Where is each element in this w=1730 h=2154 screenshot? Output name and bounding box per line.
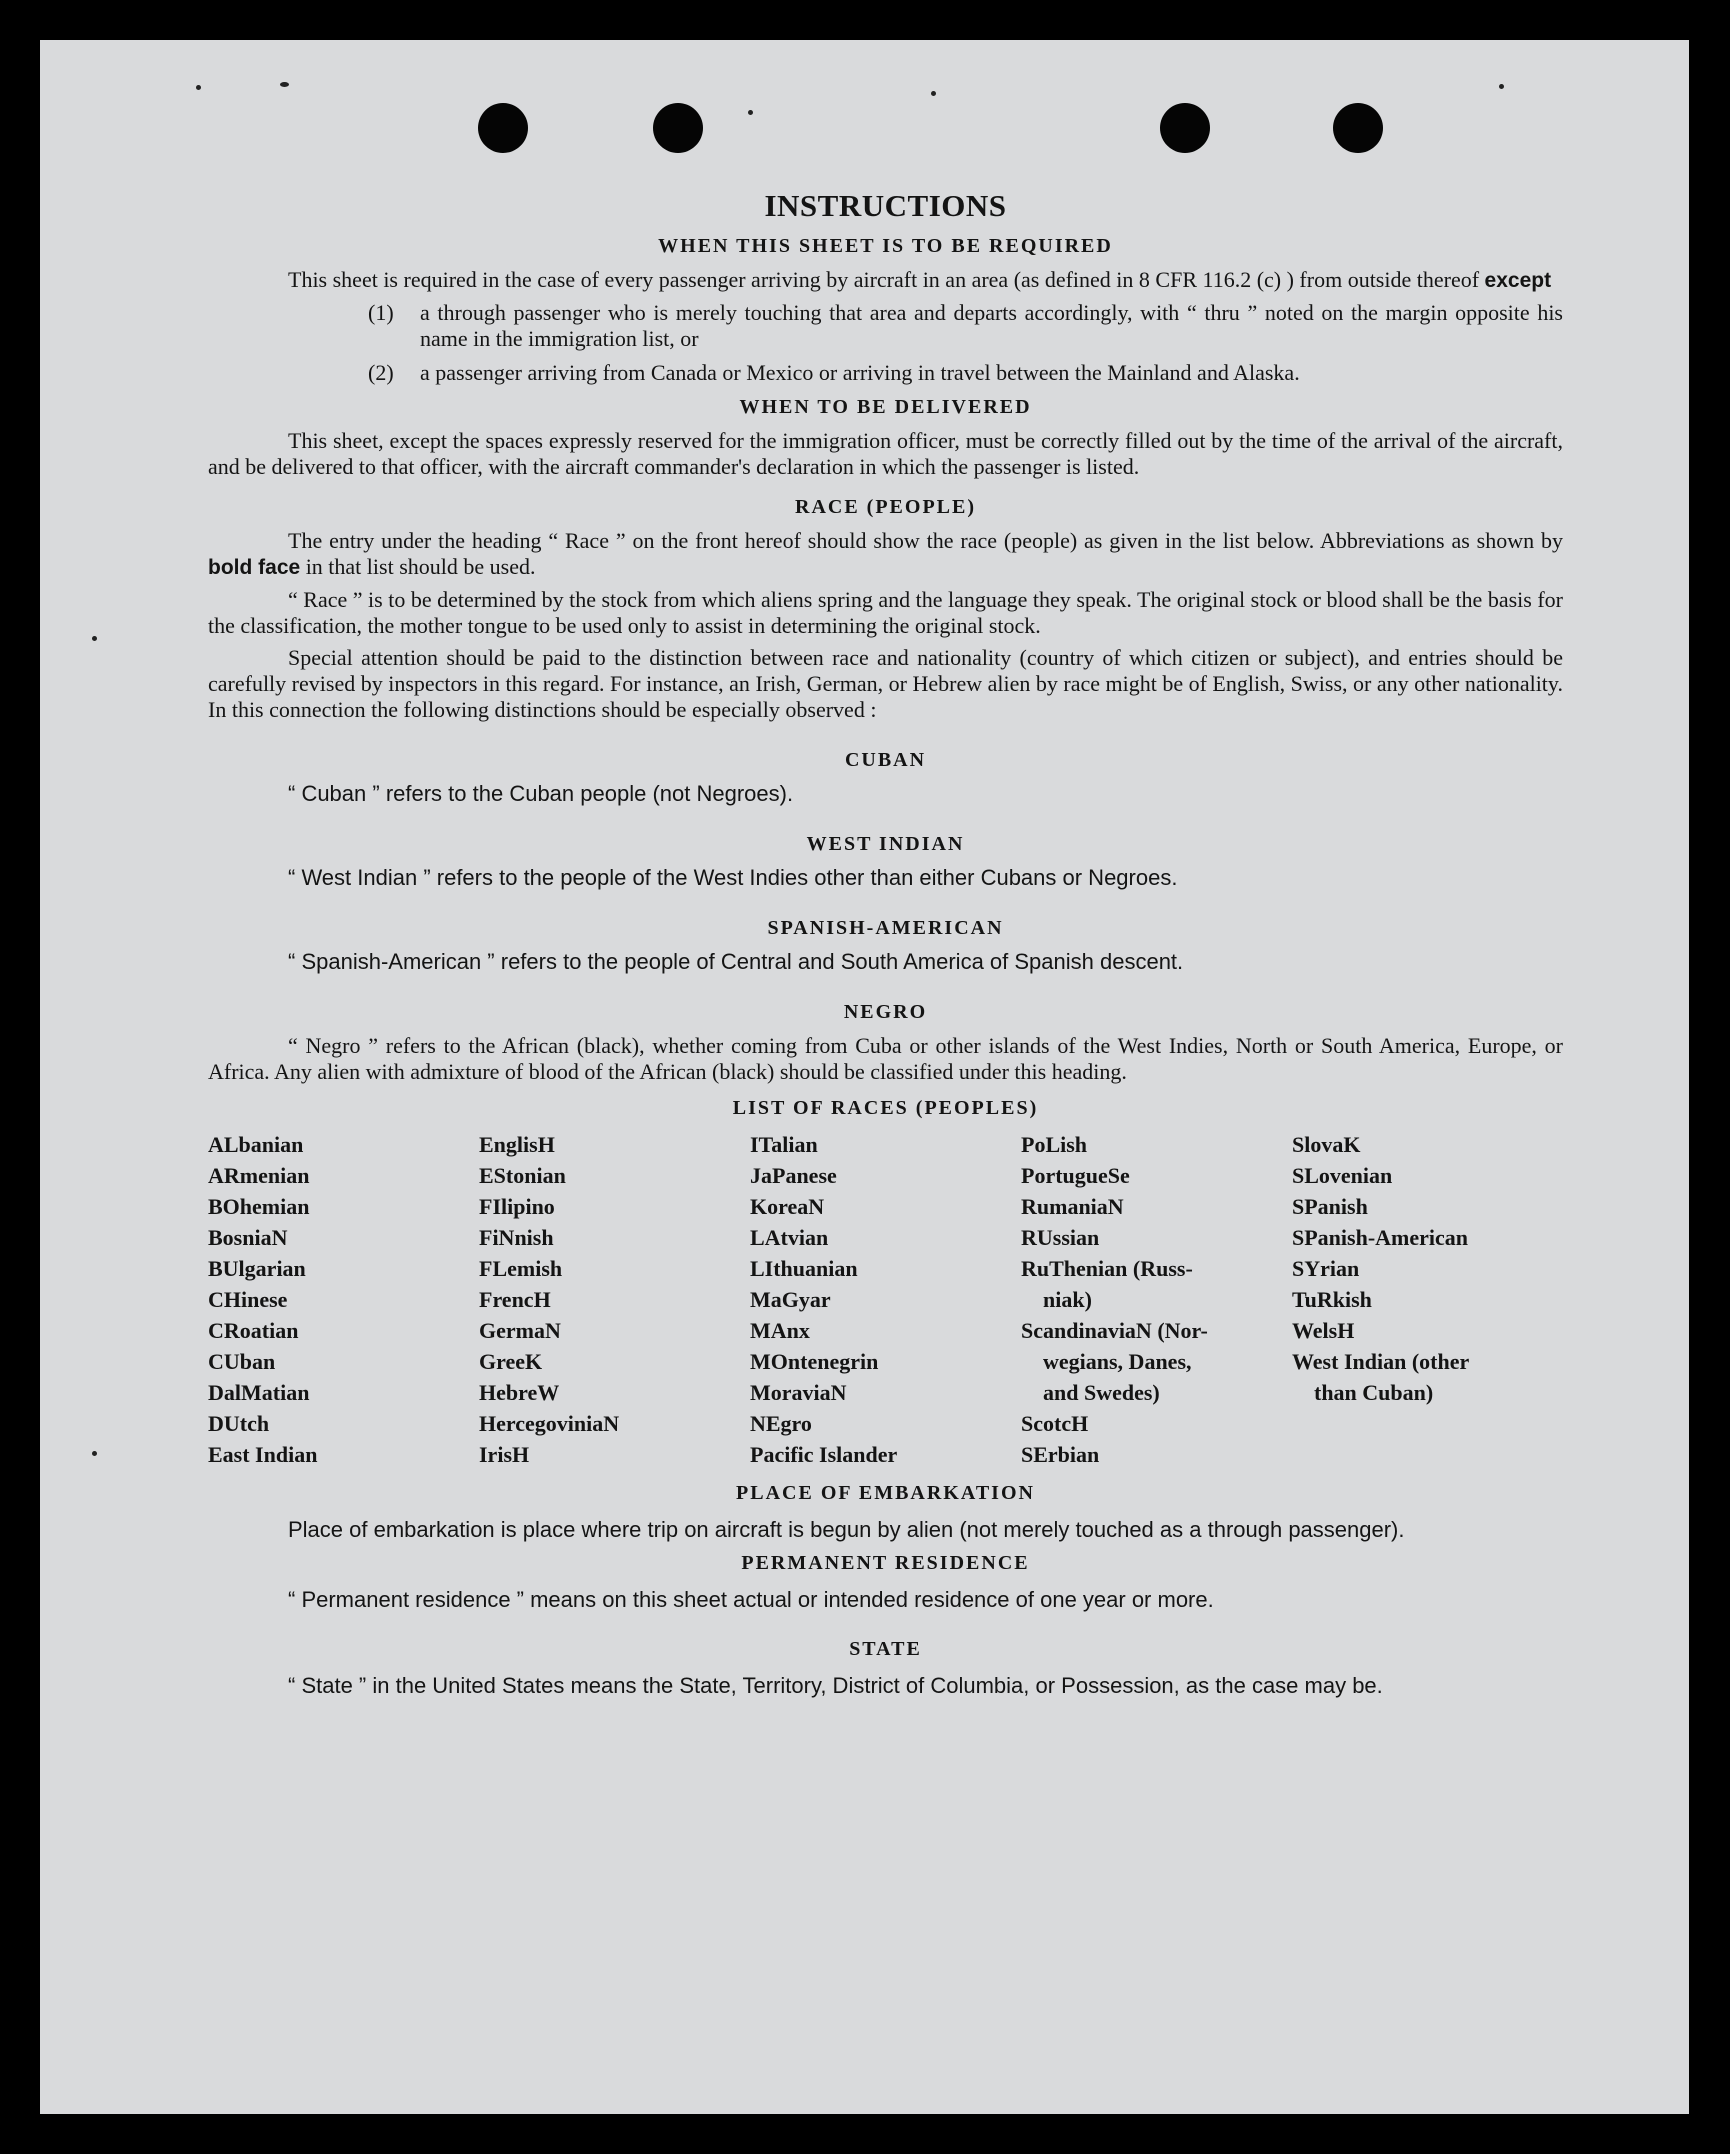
page-title: INSTRUCTIONS (764, 188, 1007, 223)
document-page (40, 40, 1689, 2114)
race-item: HercegoviniaN (479, 1411, 620, 1436)
section-heading-required: WHEN THIS SHEET IS TO BE REQUIRED (658, 235, 1113, 257)
residence-text: “ Permanent residence ” means on this sheet actual or intended residence of one year or more. (288, 1587, 1214, 1612)
speck (748, 110, 753, 115)
speck (931, 91, 936, 96)
race-item: PortugueSe (1021, 1163, 1130, 1188)
race-item: MaGyar (750, 1287, 831, 1312)
race-item: FrencH (479, 1287, 551, 1312)
spanish-american-definition: “ Spanish-American ” refers to the people of Central and South America of Spanish descent. (288, 949, 1184, 974)
races-column (750, 1129, 1021, 1470)
section-heading-west-indian: WEST INDIAN (806, 833, 965, 855)
race-item: WelsH (1292, 1318, 1355, 1343)
speck (1499, 84, 1504, 89)
punch-hole (1333, 103, 1383, 153)
race-item: LIthuanian (750, 1256, 858, 1281)
section-heading-cuban: CUBAN (844, 749, 927, 771)
race-item: DUtch (208, 1411, 270, 1436)
race-item: than Cuban) (1314, 1380, 1434, 1405)
section-heading-spanish-american: SPANISH-AMERICAN (767, 917, 1004, 939)
section-heading-list-of-races: LIST OF RACES (PEOPLES) (732, 1097, 1039, 1119)
race-item: FiNnish (479, 1225, 554, 1250)
section-heading-delivered: WHEN TO BE DELIVERED (739, 396, 1032, 418)
races-list (208, 1129, 1563, 1470)
race-item: SPanish (1292, 1194, 1368, 1219)
instructions-body (208, 185, 1563, 1702)
race-item: NEgro (750, 1411, 812, 1436)
spanish-american-section (208, 915, 1563, 975)
race-item: ALbanian (208, 1132, 304, 1157)
races-column (1021, 1129, 1292, 1470)
race-item: DalMatian (208, 1380, 310, 1405)
speck (92, 636, 97, 641)
race-item: TuRkish (1292, 1287, 1372, 1312)
races-column (208, 1129, 479, 1470)
race-item: SYrian (1292, 1256, 1360, 1281)
race-item: HebreW (479, 1380, 560, 1405)
embarkation-section (208, 1480, 1563, 1546)
race-item: SErbian (1021, 1442, 1100, 1467)
race-item: PoLish (1021, 1132, 1088, 1157)
race-item: EnglisH (479, 1132, 555, 1157)
residence-section (208, 1550, 1563, 1616)
races-column (479, 1129, 750, 1470)
section-heading-state: STATE (849, 1638, 922, 1660)
race-item: MAnx (750, 1318, 810, 1343)
race-item: SPanish-American (1292, 1225, 1468, 1250)
west-indian-definition: “ West Indian ” refers to the people of the West Indies other than either Cubans or Negroes. (288, 865, 1178, 890)
delivered-text: This sheet, except the spaces expressly reserved for the immigration officer, must be correctly filled out by the time of the arrival of the aircraft, and be delivered to that officer, with the aircraft commander's declaration in which the passenger is listed. (208, 428, 1563, 479)
race-item: BUlgarian (208, 1256, 306, 1281)
punch-hole (1160, 103, 1210, 153)
race-paragraph-2: “ Race ” is to be determined by the stock from which aliens spring and the language they speak. The original stock or blood shall be the basis for the classification, the mother tongue to be used only to assist in determining the original stock. (208, 587, 1563, 638)
cuban-definition: “ Cuban ” refers to the Cuban people (not Negroes). (288, 781, 794, 806)
race-item: MoraviaN (750, 1380, 847, 1405)
except-emphasis: except (1484, 269, 1552, 292)
section-heading-embarkation: PLACE OF EMBARKATION (736, 1482, 1035, 1504)
race-item: CHinese (208, 1287, 288, 1312)
west-indian-section (208, 831, 1563, 891)
race-item: FLemish (479, 1256, 563, 1281)
race-item: GermaN (479, 1318, 561, 1343)
race-item: BOhemian (208, 1194, 310, 1219)
section-heading-negro: NEGRO (843, 1001, 928, 1023)
race-item: JaPanese (750, 1163, 837, 1188)
race-paragraph-3: Special attention should be paid to the distinction between race and nationality (country of which citizen or subject), and entries should be carefully revised by inspectors in this regard. For instance, an Irish, German, or Hebrew alien by race might be of English, Swiss, or any other nationality. In this connection the following distinctions should be especially observed : (208, 645, 1563, 722)
speck (196, 85, 201, 90)
race-item: CUban (208, 1349, 276, 1374)
race-item: GreeK (479, 1349, 543, 1374)
race-item: Pacific Islander (750, 1442, 898, 1467)
list-item: (1) a through passenger who is merely touching that area and departs accordingly, with “ thru ” noted on the margin opposite his name in the immigration list, or (368, 300, 1563, 351)
race-item: RUssian (1021, 1225, 1100, 1250)
punch-hole (478, 103, 528, 153)
race-item: LAtvian (750, 1225, 829, 1250)
race-item: ScandinaviaN (Nor- (1021, 1318, 1208, 1343)
race-item: ScotcH (1021, 1411, 1089, 1436)
race-item: FIlipino (479, 1194, 555, 1219)
race-item: KoreaN (750, 1194, 825, 1219)
negro-definition: “ Negro ” refers to the African (black), whether coming from Cuba or other islands of the West Indies, North or South America, Europe, or Africa. Any alien with admixture of blood of the African (black) should be classified under this heading. (208, 1033, 1563, 1084)
embarkation-text: Place of embarkation is place where trip on aircraft is begun by alien (not merely touched as a through passenger). (288, 1517, 1405, 1542)
cuban-section (208, 747, 1563, 807)
exception-list (208, 300, 1563, 386)
race-item: SlovaK (1292, 1132, 1361, 1157)
race-item: West Indian (other (1292, 1349, 1470, 1374)
race-item: RuThenian (Russ- (1021, 1256, 1193, 1281)
speck (280, 82, 289, 87)
list-item: (2) a passenger arriving from Canada or Mexico or arriving in travel between the Mainland and Alaska. (368, 360, 1300, 385)
race-item: RumaniaN (1021, 1194, 1124, 1219)
race-item: EStonian (479, 1163, 566, 1188)
race-item: IrisH (479, 1442, 530, 1467)
races-column (1292, 1129, 1563, 1470)
race-item: niak) (1043, 1287, 1092, 1312)
race-paragraph-1: The entry under the heading “ Race ” on the front hereof should show the race (people) as given in the list below. Abbreviations as shown by bold face in that list should be used. (208, 528, 1563, 579)
state-text: “ State ” in the United States means the State, Territory, District of Columbia, or Possession, as the case may be. (288, 1673, 1383, 1698)
punch-hole (653, 103, 703, 153)
race-item: ARmenian (208, 1163, 310, 1188)
race-item: wegians, Danes, (1043, 1349, 1192, 1374)
state-section (208, 1636, 1563, 1702)
section-heading-race: RACE (PEOPLE) (795, 496, 976, 518)
race-item: SLovenian (1292, 1163, 1393, 1188)
race-item: and Swedes) (1043, 1380, 1160, 1405)
section-heading-residence: PERMANENT RESIDENCE (741, 1552, 1030, 1574)
race-item: ITalian (750, 1132, 818, 1157)
race-item: East Indian (208, 1442, 318, 1467)
race-item: CRoatian (208, 1318, 299, 1343)
required-intro: This sheet is required in the case of every passenger arriving by aircraft in an area (as defined in 8 CFR 116.2 (c) ) from outside thereof except (288, 267, 1552, 292)
speck (92, 1451, 97, 1456)
race-item: BosniaN (208, 1225, 288, 1250)
negro-section (208, 999, 1563, 1085)
race-item: MOntenegrin (750, 1349, 879, 1374)
